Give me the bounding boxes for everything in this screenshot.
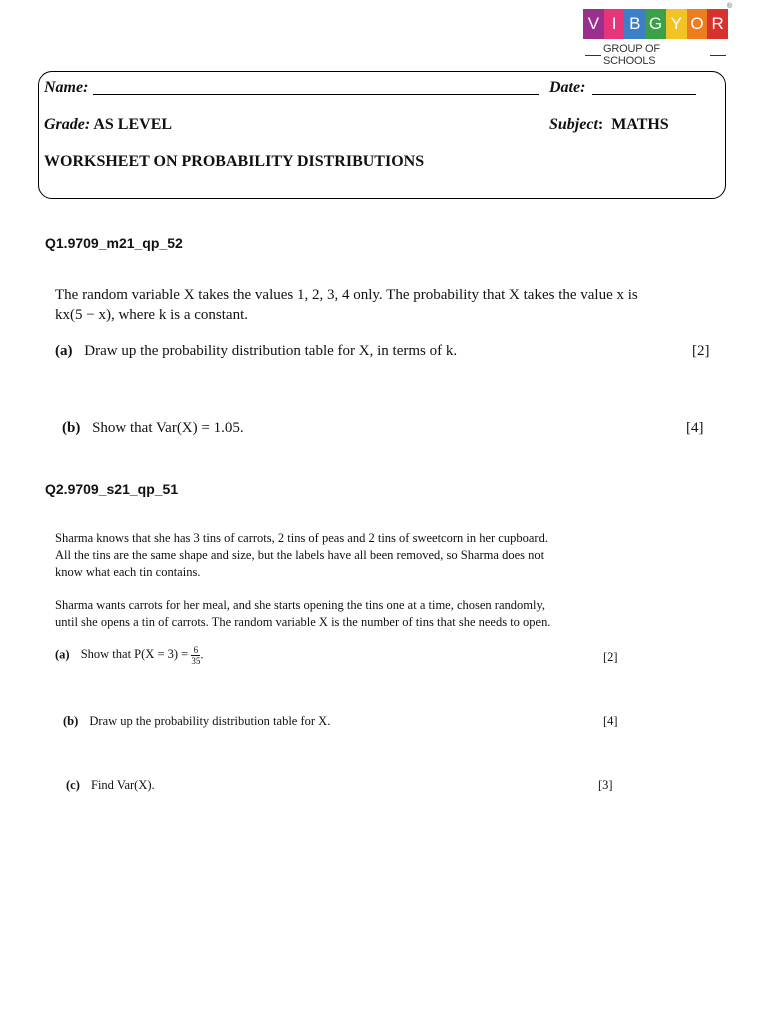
q2-c-marks: [3]: [598, 778, 613, 792]
q2-part-b: [63, 713, 330, 730]
q2-p2-line2: until she opens a tin of carrots. The random variable X is the number of tins that she needs to open.: [55, 615, 551, 629]
q2-part-a: [55, 645, 203, 666]
q2-c-label: (c): [66, 778, 80, 792]
q2-c-text: Find Var(X).: [91, 778, 155, 792]
q2-b-text: Draw up the probability distribution table for X.: [89, 714, 331, 728]
logo-letter-i: I: [604, 9, 625, 39]
date-field-line[interactable]: [592, 94, 696, 95]
q2-p1-line1: Sharma knows that she has 3 tins of carrots, 2 tins of peas and 2 tins of sweetcorn in her cupboard.: [55, 531, 548, 545]
q2-para-1: [55, 530, 695, 581]
name-label: Name:: [44, 79, 89, 96]
logo-letter-r: R: [707, 9, 728, 39]
q2-a-label: (a): [55, 647, 70, 662]
q2-a-text: Show that P(X = 3) =: [80, 647, 189, 662]
logo-letter-b: B: [624, 9, 645, 39]
q1-a-marks: [2]: [692, 343, 710, 359]
q1-b-text: Show that Var(X) = 1.05.: [92, 420, 244, 436]
q1-a-label: (a): [55, 343, 73, 359]
logo-letter-g: G: [645, 9, 666, 39]
logo-tagline: [583, 43, 728, 67]
q2-b-marks: [4]: [603, 714, 618, 728]
grade-value: AS LEVEL: [93, 116, 173, 133]
q1-intro: [55, 285, 735, 325]
q1-part-b: [62, 418, 244, 438]
logo-letter-v: V: [583, 9, 604, 39]
name-field-line[interactable]: [93, 94, 539, 95]
fraction-numerator: 6: [191, 645, 200, 656]
date-label: Date:: [549, 79, 586, 96]
subject-row: [549, 116, 669, 134]
subject-colon: :: [597, 116, 604, 133]
subject-value: MATHS: [611, 116, 669, 133]
q1-b-label: (b): [62, 420, 81, 436]
registered-mark: ®: [726, 3, 732, 10]
q2-p2-line1: Sharma wants carrots for her meal, and she starts opening the tins one at a time, chosen randomly,: [55, 598, 546, 612]
tagline-text: GROUP OF SCHOOLS: [603, 43, 660, 67]
q2-part-c: [66, 777, 155, 794]
logo-letter-y: Y: [666, 9, 687, 39]
q2-a-marks: [2]: [603, 650, 618, 664]
q2-a-end: .: [200, 647, 204, 662]
q2-heading: Q2.9709_s21_qp_51: [45, 481, 179, 497]
q2-p1-line3: know what each tin contains.: [55, 565, 201, 579]
q1-a-text: Draw up the probability distribution table for X, in terms of k.: [84, 343, 458, 359]
grade-label: Grade:: [44, 116, 91, 133]
worksheet-title: WORKSHEET ON PROBABILITY DISTRIBUTIONS: [44, 153, 425, 170]
q2-b-label: (b): [63, 714, 79, 728]
q1-b-marks: [4]: [686, 420, 704, 436]
q2-a-fraction: [191, 645, 200, 666]
q1-intro-line1: The random variable X takes the values 1, 2, 3, 4 only. The probability that X takes the value x is: [55, 287, 638, 303]
tagline-dash-right: [710, 55, 726, 56]
logo-letter-o: O: [687, 9, 708, 39]
grade-row: [44, 116, 172, 134]
fraction-denominator: 35: [191, 656, 201, 666]
student-info-box: [38, 71, 726, 199]
tagline-dash-left: [585, 55, 601, 56]
q1-heading: Q1.9709_m21_qp_52: [45, 235, 183, 251]
q2-p1-line2: All the tins are the same shape and size, but the labels have all been removed, so Sharma does not: [55, 548, 545, 562]
logo-letters: [583, 9, 728, 39]
q1-intro-line2: kx(5 − x), where k is a constant.: [55, 307, 248, 323]
subject-label: Subject: [549, 116, 598, 133]
school-logo: [583, 3, 732, 67]
q2-para-2: [55, 597, 695, 631]
q1-part-a: [55, 341, 457, 361]
